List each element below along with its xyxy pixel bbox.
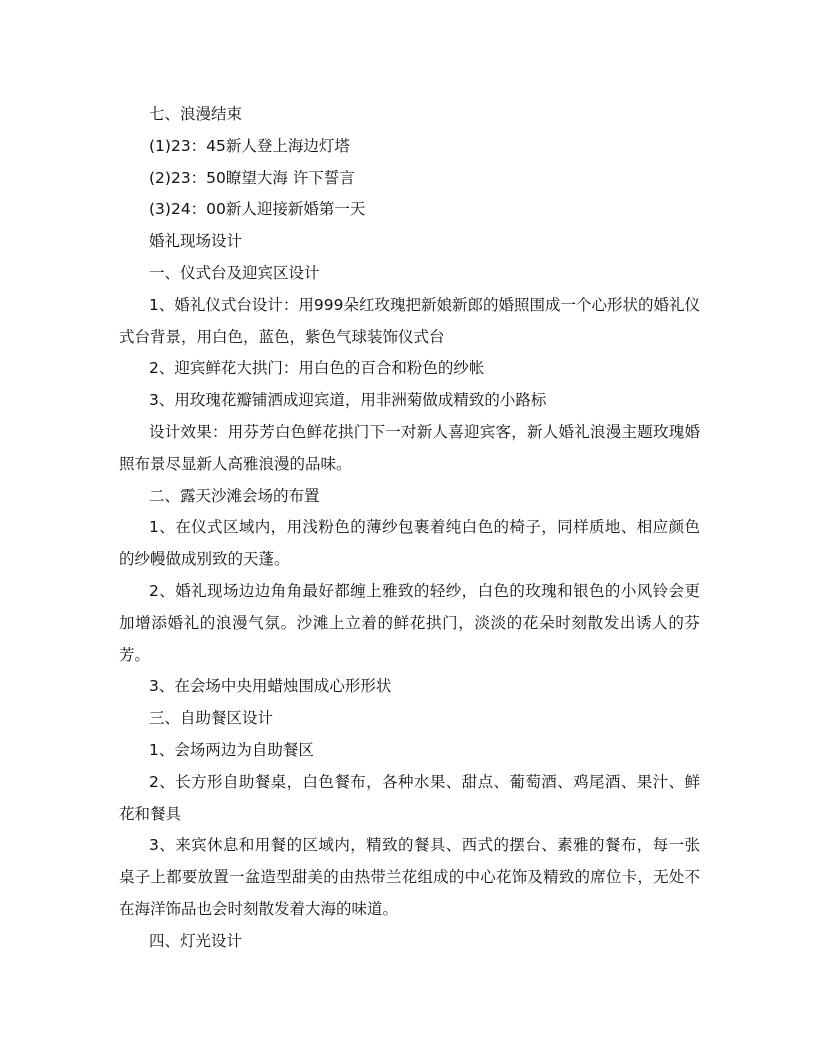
schedule-item-1: (1)23：45新人登上海边灯塔 [149,136,350,155]
paragraph-buffet-area: 1、会场两边为自助餐区 [149,740,314,759]
paragraph-welcome-arch: 2、迎宾鲜花大拱门：用白色的百合和粉色的纱帐 [149,359,485,378]
paragraph-welcome-path: 3、用玫瑰花瓣铺洒成迎宾道，用非洲菊做成精致的小路标 [149,391,547,410]
paragraph-ceremony-stage-design: 1、婚礼仪式台设计：用999朵红玫瑰把新娘新郎的婚照围成一个心形状的婚礼仪式台背景，用白色，蓝色，紫色气球装饰仪式台 [119,295,700,346]
schedule-item-3: (3)24：00新人迎接新婚第一天 [149,200,366,219]
paragraph-candle-heart: 3、在会场中央用蜡烛围成心形形状 [149,677,392,696]
document-body [119,99,700,958]
paragraph-beach-decor: 2、婚礼现场边边角角最好都缠上雅致的轻纱，白色的玫瑰和银色的小风铃会更加增添婚礼的浪漫气氛。沙滩上立着的鲜花拱门，淡淡的花朵时刻散发出诱人的芬芳。 [119,581,700,664]
section-heading-ceremony-stage: 一、仪式台及迎宾区设计 [149,263,320,282]
section-heading-beach-venue: 二、露天沙滩会场的布置 [149,486,320,505]
section-heading-buffet: 三、自助餐区设计 [149,709,274,728]
section-heading-romantic-ending: 七、浪漫结束 [149,105,243,123]
section-heading-lighting: 四、灯光设计 [149,931,243,950]
schedule-item-2: (2)23：50瞭望大海 许下誓言 [149,168,355,187]
paragraph-beach-chairs: 1、在仪式区域内，用浅粉色的薄纱包裹着纯白色的椅子，同样质地、相应颜色的纱幔做成别致的天蓬。 [119,518,700,569]
paragraph-buffet-table: 2、长方形自助餐桌，白色餐布，各种水果、甜点、葡萄酒、鸡尾酒、果汁、鲜花和餐具 [119,772,700,823]
paragraph-design-effect: 设计效果：用芬芳白色鲜花拱门下一对新人喜迎宾客，新人婚礼浪漫主题玫瑰婚照布景尽显新人高雅浪漫的品味。 [119,422,700,473]
paragraph-guest-dining: 3、来宾休息和用餐的区域内，精致的餐具、西式的摆台、素雅的餐布，每一张桌子上都要放置一盆造型甜美的由热带兰花组成的中心花饰及精致的席位卡，无处不在海洋饰品也会时刻散发着大海的味道。 [119,836,700,918]
section-title-venue-design: 婚礼现场设计 [149,232,243,251]
